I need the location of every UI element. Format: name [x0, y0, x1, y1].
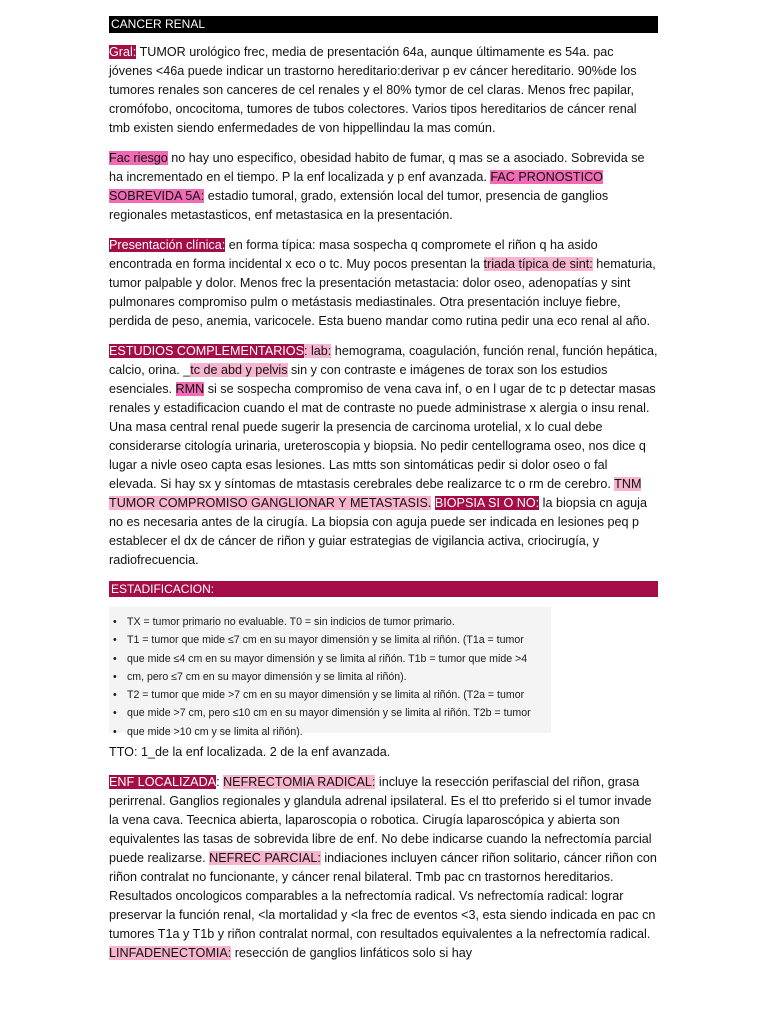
staging-table-image	[109, 607, 551, 738]
paragraph-estudios	[109, 342, 658, 570]
label-presentacion: Presentación clínica:	[109, 238, 226, 252]
label-fac-pronostico: FAC PRONOSTICO SOBREVIDA 5A:	[109, 170, 603, 203]
staging-line: • que mide >10 cm y se limita al riñón).	[113, 723, 545, 741]
label-triada: triada típica de sint:	[483, 257, 593, 271]
bullet-icon: •	[113, 707, 117, 720]
bullet-icon: •	[113, 689, 117, 702]
text-estudios-3: si se sospecha compromiso de vena cava inf, o en l ugar de tc p detectar masas renales y estadificacion cuando el mat de contraste no puede administrase x alergia o insu renal. Una masa central renal puede sugerir la presencia de carcinoma urotelial, x lo cual debe considerarse citología urinaria, ureteroscopia y biopsia. No pedir centellograma oseo, nos dice q lugar a nivle oseo capta esas lesiones. Las mtts son sintomáticas pedir si dolor oseo o fal elevada. Si hay sx y síntomas de mtastasis cerebrales debe realizarce tc o rm de cerebro.	[109, 382, 656, 491]
document-title: CANCER RENAL	[109, 16, 658, 33]
document-page	[109, 16, 658, 974]
label-fac-riesgo: Fac riesgo	[109, 151, 168, 165]
paragraph-presentacion	[109, 236, 658, 331]
staging-line: • cm, pero ≤7 cm en su mayor dimensión y se limita al riñón).	[113, 668, 545, 686]
text-enf-localizada-2: indiaciones incluyen cáncer riñon solitario, cáncer riñon con riñon contralat no funcionante, y cáncer renal bilateral. Tmb pac cn trastornos hereditarios. Resultados oncologicos comparables a la nefrectomía radical. Vs nefrectomía radical: lograr preservar la función renal, <la mortalidad y <la frec de eventos <3, esta siendo indicada en pac cn tumores T1a y T1b y riñon contralat normal, con resultados equivalentes a la nefrectomía radical.	[109, 851, 657, 941]
text-enf-localizada-1: incluye la resección perifascial del riñon, grasa perirrenal. Ganglios regionales y glandula adrenal ipsilateral. Es el tto preferido si el tumor invade la vena cava. Teecnica abierta, laparoscopia o robotica. Cirugía laparoscópica y abierta son equivalentes las tasas de sobrevida libre de enf. No debe indicarse cuando la nefrectomía parcial puede realizarse.	[109, 775, 652, 865]
label-estudios: ESTUDIOS COMPLEMENTARIOS	[109, 344, 304, 358]
label-lab: : lab:	[304, 344, 332, 358]
label-rmn: RMN	[175, 382, 205, 396]
staging-line: • T1 = tumor que mide ≤7 cm en su mayor dimensión y se limita al riñón. (T1a = tumor	[113, 631, 545, 649]
staging-line: • T2 = tumor que mide >7 cm en su mayor dimensión y se limita al riñón. (T2a = tumor	[113, 686, 545, 704]
text-fac-riesgo-2: estadio tumoral, grado, extensión local del tumor, presencia de ganglios regionales metastasticos, enf metastasica en la presentación.	[109, 189, 609, 222]
text-estudios-1: hemograma, coagulación, función renal, función hepática, calcio, orina. _	[109, 344, 658, 377]
text-enf-localizada-3: resección de ganglios linfáticos solo si hay	[231, 946, 473, 960]
label-gral: Gral:	[109, 45, 137, 59]
bullet-icon: •	[113, 670, 117, 683]
text-presentacion-1: en forma típica: masa sospecha q compromete el riñon q ha asido encontrada en forma incidental x eco o tc. Muy pocos presentan la	[109, 238, 598, 271]
text-gral: TUMOR urológico frec, media de presentación 64a, aunque últimamente es 54a. pac jóvenes <46a puede indicar un trastorno hereditario:derivar p ev cáncer hereditario. 90%de los tumores renales son canceres de cel renales y el 80% tymor de cel claras. Menos frec papilar, cromófobo, oncocitoma, tumores de tubos colectores. Varios tipos hereditarios de cáncer renal tmb existen siendo enfermedades de von hippellindau la mas común.	[109, 45, 637, 135]
text-fac-riesgo-1: no hay uno especifico, obesidad habito de fumar, q mas se a asociado. Sobrevida se ha incrementado en el tiempo. P la enf localizada y p enf avanzada.	[109, 151, 645, 184]
label-tc: tc de abd y pelvis	[190, 363, 288, 377]
staging-line: • que mide >7 cm, pero ≤10 cm en su mayor dimensión y se limita al riñón. T2b = tumor	[113, 704, 545, 722]
text-presentacion-2: hematuria, tumor palpable y dolor. Menos frec la presentación metastacia: dolor oseo, adenopatías y sint pulmonares compromiso pulm o metástasis mediastinales. Otra presentación incluye fiebre, perdida de peso, anemia, varicocele. Esta bueno mandar como rutina pedir una eco renal al año.	[109, 257, 656, 328]
text-estudios-5: la biopsia cn aguja no es necesaria antes de la cirugía. La biopsia con aguja puede ser indicada en lesiones peq p establecer el dx de cáncer de riñon y guiar estrategias de vigilancia activa, criocirugía, y radiofrecuencia.	[109, 496, 647, 567]
label-nefrec-parcial: NEFREC PARCIAL:	[209, 851, 321, 865]
paragraph-tto: TTO: 1_de la enf localizada. 2 de la enf avanzada.	[109, 745, 391, 759]
label-nefrectomia-radical: NEFRECTOMIA RADICAL:	[223, 775, 376, 789]
label-biopsia: BIOPSIA SI O NO:	[434, 496, 540, 510]
staging-line: • que mide ≤4 cm en su mayor dimensión y se limita al riñón. T1b = tumor que mide >4	[113, 650, 545, 668]
bullet-icon: •	[113, 725, 117, 738]
bullet-icon: •	[113, 616, 117, 628]
text-estudios-2: sin y con contraste e imágenes de torax son los estudios esenciales.	[109, 363, 608, 396]
bullet-icon: •	[113, 652, 117, 665]
section-estadificacion: ESTADIFICACION:	[109, 581, 658, 597]
paragraph-gral	[109, 43, 658, 138]
paragraph-fac-riesgo	[109, 149, 658, 225]
text-enf-sep: :	[216, 775, 224, 789]
bullet-icon: •	[113, 634, 117, 647]
label-enf-localizada: ENF LOCALIZADA	[109, 775, 217, 789]
paragraph-enf-localizada	[109, 773, 658, 963]
staging-line: • TX = tumor primario no evaluable. T0 = sin indicios de tumor primario.	[113, 613, 545, 631]
label-tnm: TNM TUMOR COMPROMISO GANGLIONAR Y METASTASIS.	[109, 477, 642, 510]
label-linfadenectomia: LINFADENECTOMIA:	[109, 946, 232, 960]
